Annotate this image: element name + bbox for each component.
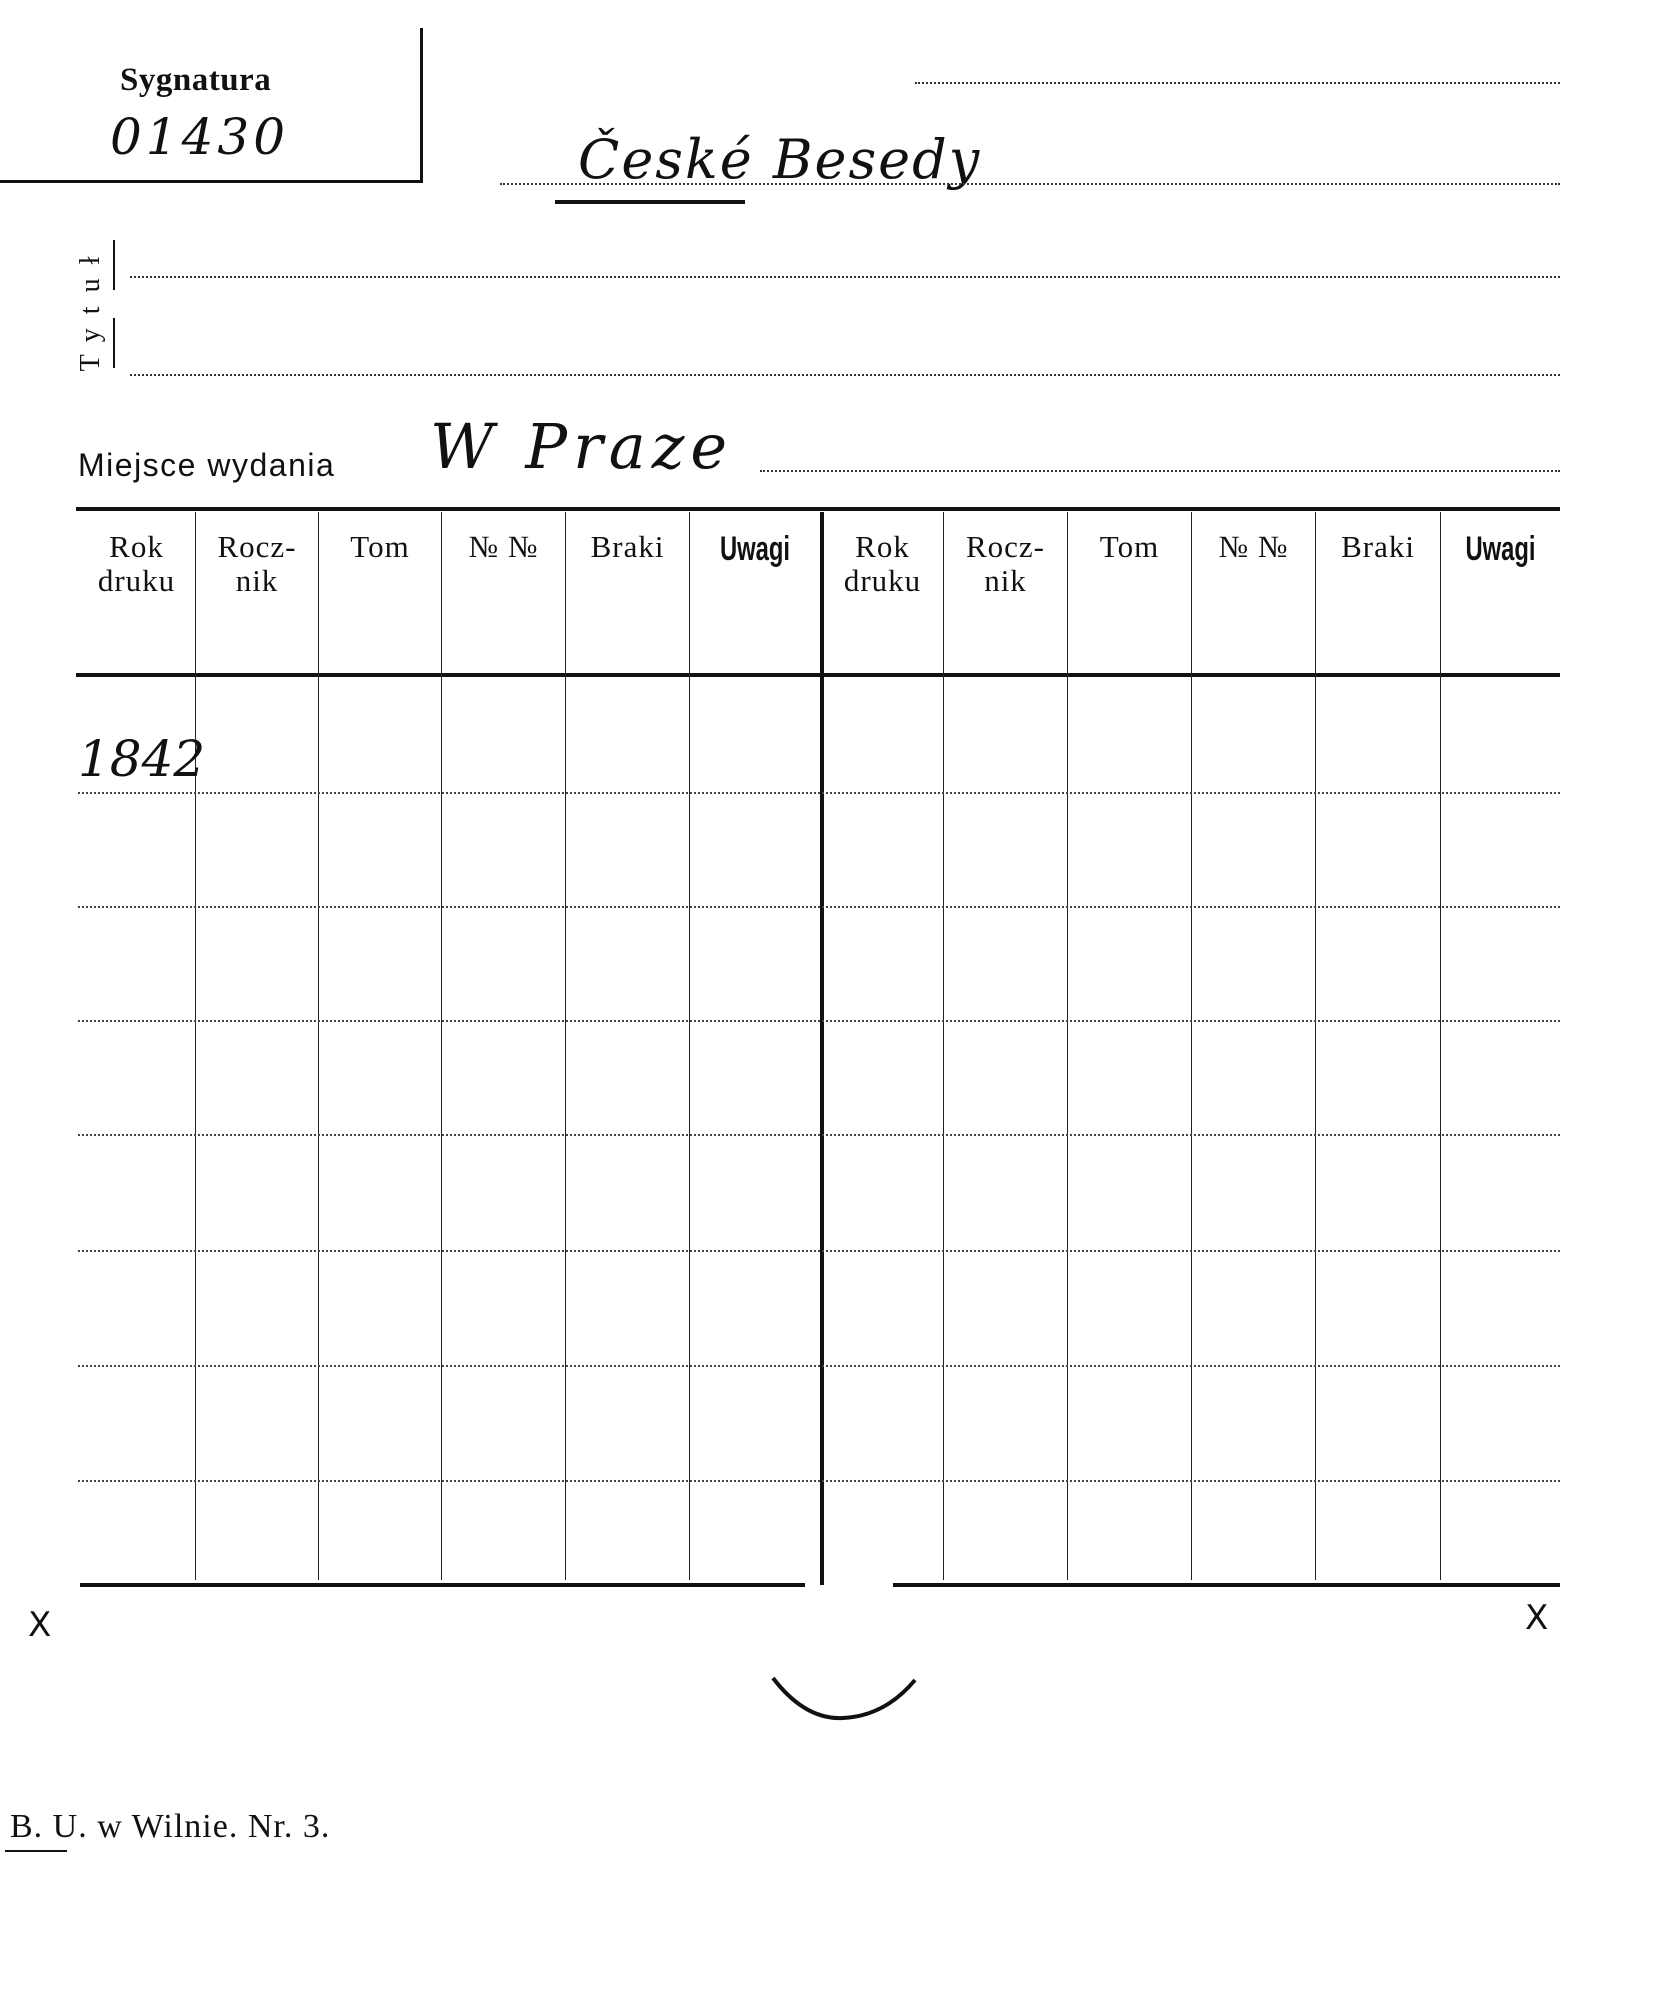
table-header-bottom bbox=[76, 673, 1560, 677]
left-mark: X bbox=[28, 1605, 52, 1645]
row-separator bbox=[78, 792, 1560, 794]
title-bracket-lower bbox=[113, 318, 115, 368]
row-separator bbox=[78, 1250, 1560, 1252]
col-line bbox=[1191, 512, 1192, 1580]
signature-label: Sygnatura bbox=[120, 62, 272, 98]
col-line bbox=[1067, 512, 1068, 1580]
table-top-border bbox=[76, 507, 1560, 511]
header-tom: Tom bbox=[350, 529, 410, 564]
footer-underline bbox=[5, 1850, 67, 1852]
title-underline bbox=[555, 200, 745, 204]
header-rocznik: Rocz- nik bbox=[217, 529, 297, 598]
place-dotted-line bbox=[760, 470, 1560, 472]
header-uwagi: Uwagi bbox=[719, 530, 791, 568]
col-line bbox=[943, 512, 944, 1580]
header-braki: Braki bbox=[1341, 529, 1415, 564]
header-braki: Braki bbox=[590, 529, 665, 564]
title-line-2 bbox=[130, 374, 1560, 376]
footer-imprint: B. U. w Wilnie. Nr. 3. bbox=[10, 1808, 331, 1845]
right-mark: X bbox=[1525, 1598, 1549, 1638]
row-separator bbox=[78, 1134, 1560, 1136]
title-dotted-line bbox=[500, 183, 1560, 185]
row-separator bbox=[78, 1020, 1560, 1022]
row-separator bbox=[78, 1480, 1560, 1482]
col-line bbox=[318, 512, 319, 1580]
title-bracket-upper bbox=[113, 240, 115, 290]
header-uwagi: Uwagi bbox=[1465, 530, 1536, 568]
place-label: Miejsce wydania bbox=[78, 447, 336, 483]
header-rocznik: Rocz- nik bbox=[965, 529, 1046, 598]
row-separator bbox=[78, 1365, 1560, 1367]
header-numery: № № bbox=[1218, 529, 1289, 564]
title-line-1 bbox=[130, 276, 1560, 278]
table-center-divider bbox=[820, 512, 824, 1585]
col-line bbox=[1315, 512, 1316, 1580]
header-tom: Tom bbox=[1099, 529, 1160, 564]
title-label-text: Tytuł bbox=[75, 242, 106, 372]
header-rok-druku: Rok druku bbox=[97, 529, 176, 598]
signature-value: 01430 bbox=[110, 108, 290, 166]
col-line bbox=[689, 512, 690, 1580]
punch-hole-arc bbox=[765, 1670, 925, 1730]
entry-rok-druku: 1842 bbox=[78, 730, 206, 788]
row-separator bbox=[78, 906, 1560, 908]
table-bottom-left bbox=[80, 1583, 805, 1587]
col-line bbox=[1440, 512, 1441, 1580]
place-value: W Praze bbox=[430, 410, 734, 483]
col-line bbox=[195, 512, 196, 1580]
title-label bbox=[70, 232, 112, 382]
col-line bbox=[441, 512, 442, 1580]
table-bottom-right bbox=[893, 1583, 1560, 1587]
top-dotted-line bbox=[915, 82, 1560, 84]
title-value: České Besedy bbox=[578, 128, 982, 191]
header-rok-druku: Rok druku bbox=[843, 529, 922, 598]
header-numery: № № bbox=[468, 529, 539, 564]
col-line bbox=[565, 512, 566, 1580]
